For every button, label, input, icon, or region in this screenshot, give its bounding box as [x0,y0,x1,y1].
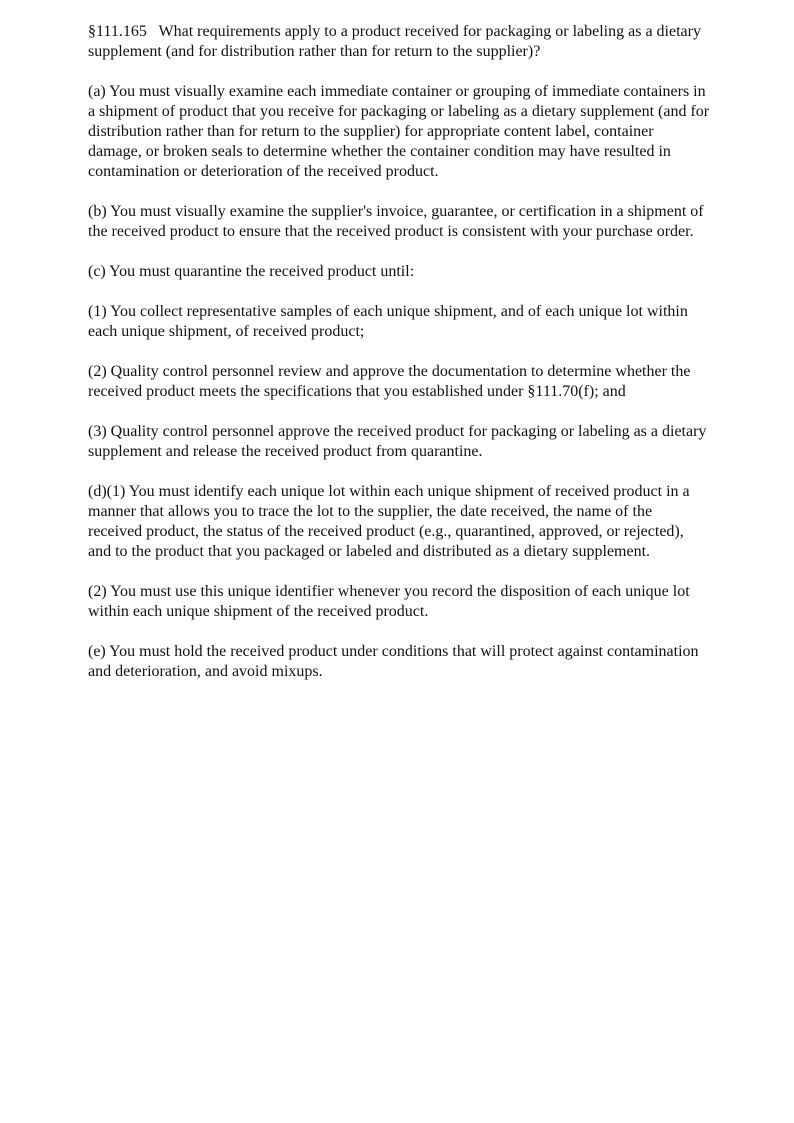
paragraph-a: (a) You must visually examine each immediate container or grouping of immediate containers in a shipment of product that you receive for packaging or labeling as a dietary supplement (and for distribution rather than for return to the supplier) for appropriate content label, container damage, or broken seals to determine whether the container condition may have resulted in contamination or deterioration of the received product. [88,83,714,180]
paragraph-c-2: (2) Quality control personnel review and approve the documentation to determine whether the received product meets the specifications that you established under §111.70(f); and [88,363,695,400]
paragraph-c-3: (3) Quality control personnel approve the received product for packaging or labeling as a dietary supplement and release the received product from quarantine. [88,423,711,460]
document-page [88,22,714,702]
paragraph-b: (b) You must visually examine the supplier's invoice, guarantee, or certification in a shipment of the received product to ensure that the received product is consistent with your purchase order. [88,203,708,240]
section-heading: §111.165 What requirements apply to a product received for packaging or labeling as a dietary supplement (and for distribution rather than for return to the supplier)? [88,23,705,60]
paragraph-c: (c) You must quarantine the received product until: [88,263,415,280]
paragraph-e: (e) You must hold the received product under conditions that will protect against contamination and deterioration, and avoid mixups. [88,643,703,680]
paragraph-d-1: (d)(1) You must identify each unique lot within each unique shipment of received product in a manner that allows you to trace the lot to the supplier, the date received, the name of the received product, the status of the received product (e.g., quarantined, approved, or rejected), and to the product that you packaged or labeled and distributed as a dietary supplement. [88,483,694,560]
paragraph-c-1: (1) You collect representative samples of each unique shipment, and of each unique lot within each unique shipment, of received product; [88,303,692,340]
paragraph-d-2: (2) You must use this unique identifier whenever you record the disposition of each unique lot within each unique shipment of the received product. [88,583,694,620]
